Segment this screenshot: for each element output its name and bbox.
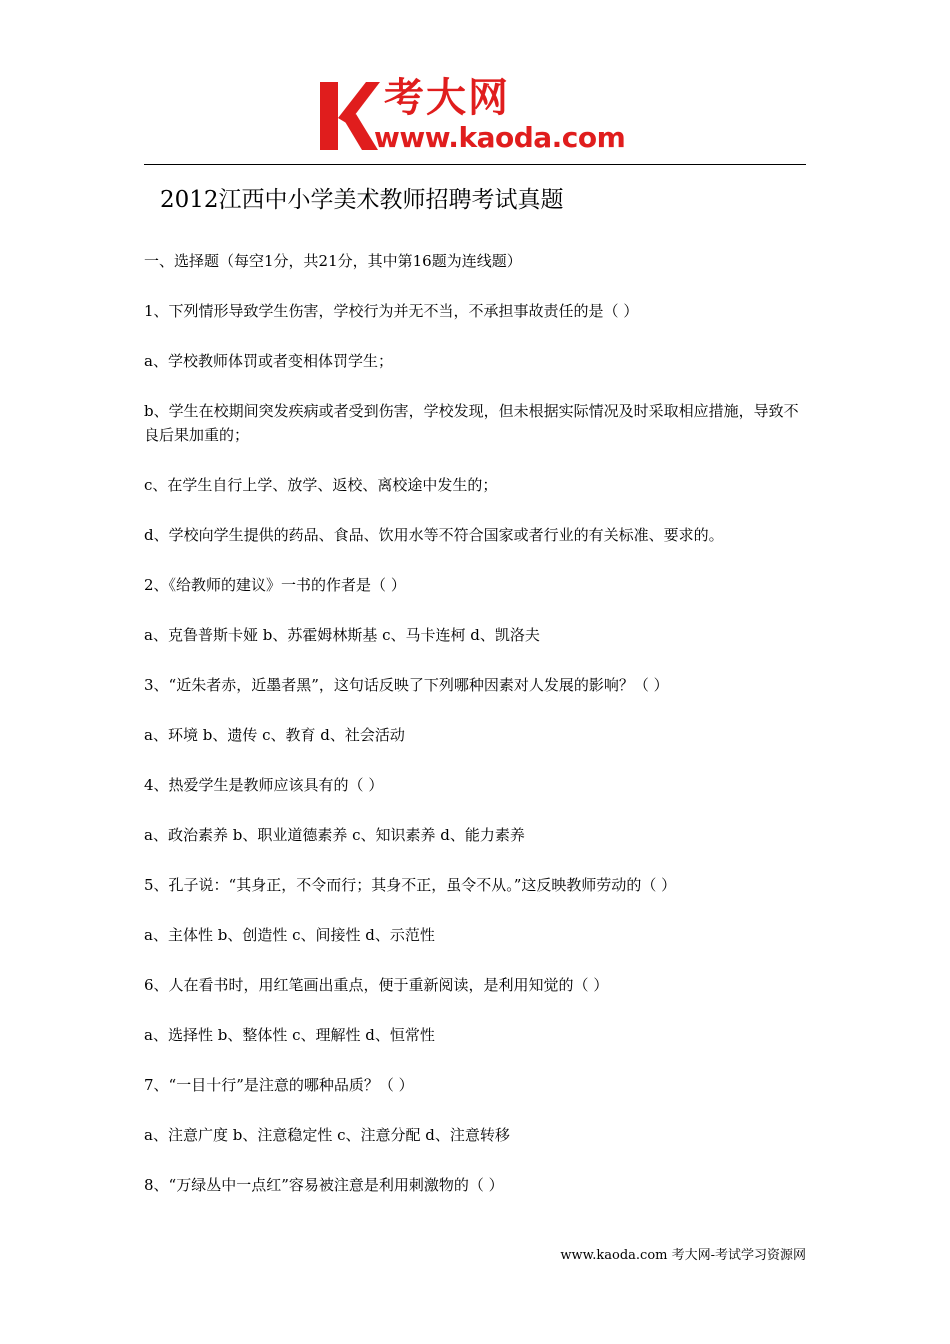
kaoda-logo [318, 75, 638, 160]
question-1: 1、下列情形导致学生伤害，学校行为并无不当，不承担事故责任的是（ ） [144, 302, 639, 320]
logo-k-mark [318, 80, 380, 152]
question-7: 7、“一目十行”是注意的哪种品质？（ ） [144, 1076, 414, 1094]
header-divider [144, 164, 806, 165]
question-6: 6、人在看书时，用红笔画出重点，便于重新阅读，是利用知觉的（ ） [144, 976, 609, 994]
question-3-options: a、环境 b、遗传 c、教育 d、社会活动 [144, 726, 405, 744]
question-8: 8、“万绿丛中一点红”容易被注意是利用刺激物的（ ） [144, 1176, 504, 1194]
page-footer: www.kaoda.com 考大网-考试学习资源网 [560, 1248, 806, 1263]
question-1-option-c: c、在学生自行上学、放学、返校、离校途中发生的； [144, 476, 498, 494]
logo-chinese-text: 考大网 [384, 75, 510, 121]
document-title: 2012江西中小学美术教师招聘考试真题 [160, 187, 564, 213]
question-4: 4、热爱学生是教师应该具有的（ ） [144, 776, 384, 794]
question-1-option-d: d、学校向学生提供的药品、食品、饮用水等不符合国家或者行业的有关标准、要求的。 [144, 526, 724, 544]
logo-url-text: www.kaoda.com [374, 121, 626, 154]
question-1-option-a: a、学校教师体罚或者变相体罚学生； [144, 352, 393, 370]
question-2: 2、《给教师的建议》一书的作者是（ ） [144, 576, 406, 594]
question-5-options: a、主体性 b、创造性 c、间接性 d、示范性 [144, 926, 435, 944]
question-1-option-b: b、学生在校期间突发疾病或者受到伤害，学校发现，但未根据实际情况及时采取相应措施，导致不良后果加重的； [144, 402, 799, 444]
question-7-options: a、注意广度 b、注意稳定性 c、注意分配 d、注意转移 [144, 1126, 510, 1144]
question-5: 5、孔子说：“其身正，不令而行；其身不正，虽令不从。”这反映教师劳动的（ ） [144, 876, 677, 894]
question-3: 3、“近朱者赤，近墨者黑”，这句话反映了下列哪种因素对人发展的影响？（ ） [144, 676, 669, 694]
question-2-options: a、克鲁普斯卡娅 b、苏霍姆林斯基 c、马卡连柯 d、凯洛夫 [144, 626, 540, 644]
question-6-options: a、选择性 b、整体性 c、理解性 d、恒常性 [144, 1026, 435, 1044]
document-body [144, 249, 808, 1223]
question-4-options: a、政治素养 b、职业道德素养 c、知识素养 d、能力素养 [144, 826, 525, 844]
section-heading: 一、选择题（每空1分，共21分，其中第16题为连线题） [144, 252, 522, 270]
